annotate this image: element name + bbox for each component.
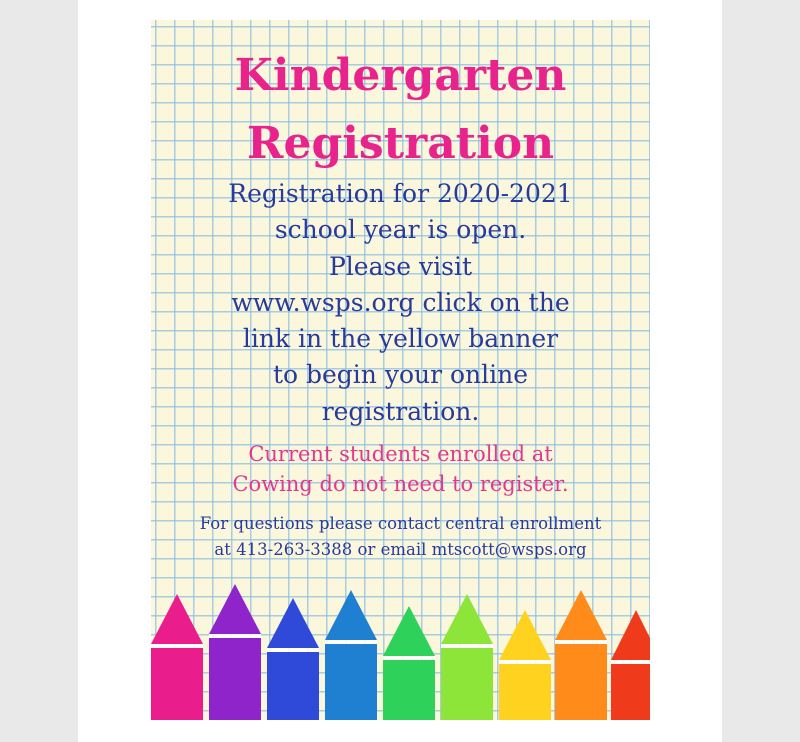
- crayon-body: [151, 648, 203, 720]
- crayon-stripe: [209, 634, 261, 638]
- crayon-tip: [383, 606, 435, 656]
- crayon-body: [209, 638, 261, 720]
- crayon-tip: [325, 590, 377, 640]
- crayon-tip: [209, 584, 261, 634]
- crayon-stripe: [499, 660, 551, 664]
- crayon-tip: [555, 590, 607, 640]
- crayon-stripe: [611, 660, 650, 664]
- body-line: registration.: [321, 396, 480, 426]
- body-line: Registration for 2020-2021: [228, 179, 573, 208]
- crayon-stripe: [325, 640, 377, 644]
- crayon-tip: [611, 610, 650, 660]
- registration-flyer: [151, 20, 650, 720]
- crayon-stripe: [267, 648, 319, 652]
- crayon-body: [441, 648, 493, 720]
- crayon-body: [499, 664, 551, 720]
- body-line: school year is open.: [274, 215, 527, 245]
- body-line: Please visit: [328, 251, 473, 281]
- body-line: to begin your online: [272, 360, 529, 390]
- crayon-body: [611, 664, 650, 720]
- crayon-tip: [441, 594, 493, 644]
- crayon-body: [325, 644, 377, 720]
- crayon-stripe: [383, 656, 435, 660]
- crayon-body: [555, 644, 607, 720]
- current-students-note: [161, 439, 640, 499]
- body-line: link in the yellow banner: [242, 324, 559, 354]
- title-line-2: Registration: [246, 118, 555, 169]
- crayons-illustration: [151, 560, 650, 720]
- crayon-tip: [499, 610, 551, 660]
- contact-line: at 413-263-3388 or email mtscott@wsps.org: [214, 540, 587, 559]
- body-line: www.wsps.org click on the: [231, 287, 570, 317]
- title-line-1: Kindergarten: [234, 50, 567, 101]
- crayon-body: [267, 652, 319, 720]
- crayon-stripe: [151, 644, 203, 648]
- crayon-stripe: [441, 644, 493, 648]
- note-line: Current students enrolled at: [248, 442, 553, 466]
- contact-info: [151, 511, 650, 563]
- crayon-tip: [151, 594, 203, 644]
- contact-line: For questions please contact central enrollment: [199, 514, 602, 533]
- registration-info: [171, 176, 630, 430]
- crayon-body: [383, 660, 435, 720]
- crayon-tip: [267, 598, 319, 648]
- note-line: Cowing do not need to register.: [232, 472, 569, 496]
- crayon-stripe: [555, 640, 607, 644]
